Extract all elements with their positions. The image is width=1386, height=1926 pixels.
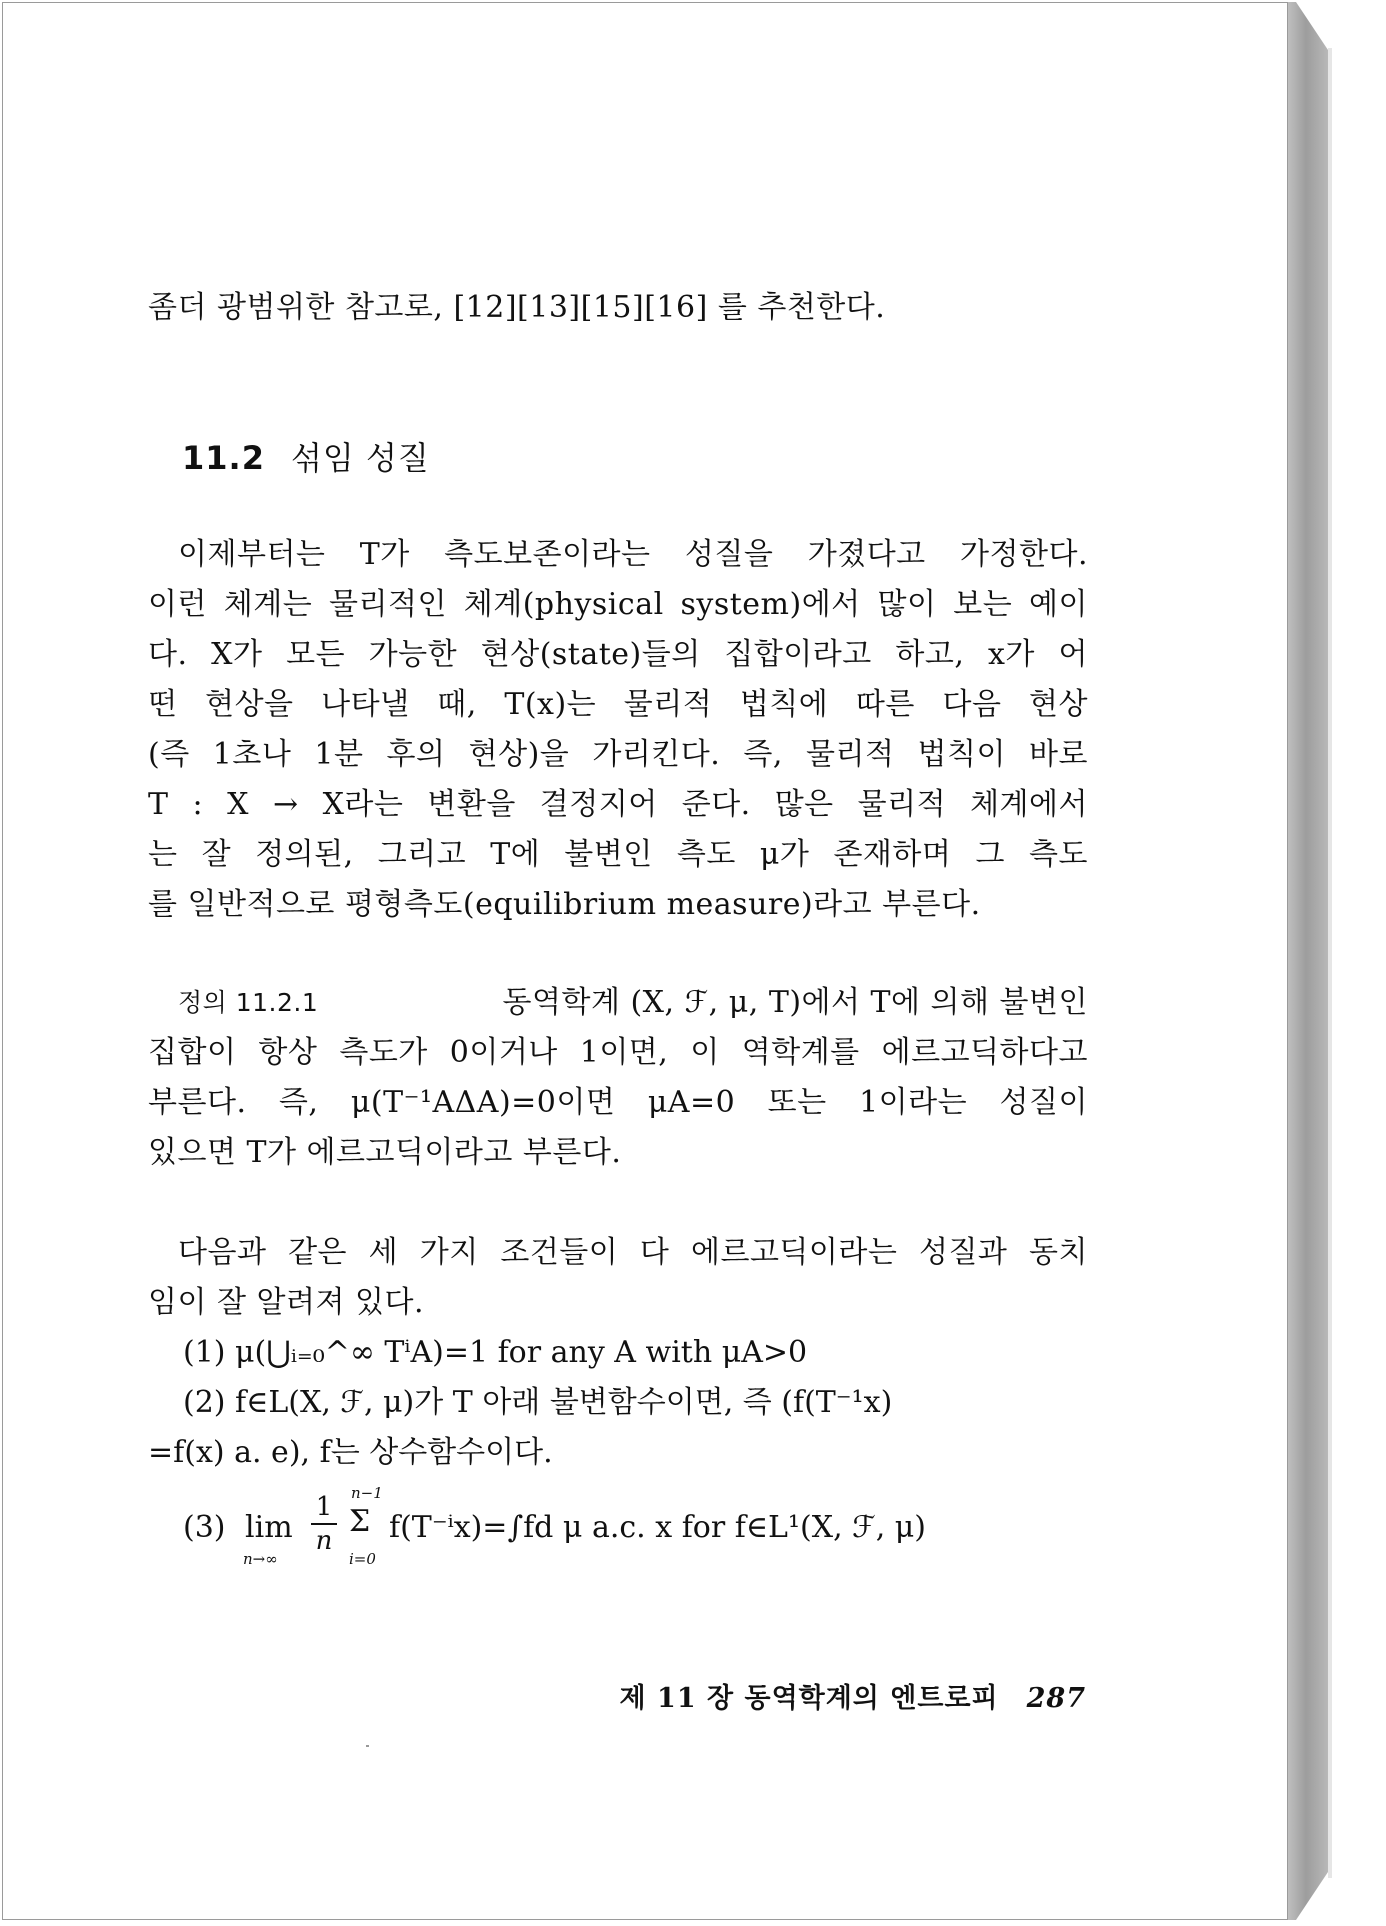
- book-spine-edge: [1328, 48, 1332, 1878]
- paragraph1-line-6: T : X → X라는 변환을 결정지어 준다. 많은 물리적 체계에서: [148, 787, 1088, 822]
- paragraph1-line-5: (즉 1초나 1분 후의 현상)을 가리킨다. 즉, 물리적 법칙이 바로: [148, 737, 1088, 772]
- paragraph1-line-7: 는 잘 정의된, 그리고 T에 불변인 측도 μ가 존재하며 그 측도: [148, 837, 1088, 872]
- page-number: 287: [1026, 1683, 1086, 1714]
- fraction-numerator: 1: [315, 1492, 333, 1522]
- limit-subscript: n→∞: [243, 1550, 278, 1568]
- definition-line-4: 있으면 T가 에르고딕이라고 부른다.: [148, 1135, 622, 1170]
- definition-line-1: [178, 985, 1088, 1021]
- scan-speck: [366, 1745, 369, 1747]
- section-number: 11.2: [182, 439, 265, 477]
- paragraph2-line-2: 임이 잘 알려져 있다.: [148, 1285, 424, 1320]
- limit-operator: lim: [245, 1510, 293, 1545]
- condition-1: (1) μ(⋃ᵢ₌₀^∞ TⁱA)=1 for any A with μA>0: [183, 1335, 808, 1370]
- reference-line: 좀더 광범위한 참고로, [12][13][15][16] 를 추천한다.: [148, 290, 886, 325]
- fraction-denominator: n: [315, 1526, 333, 1556]
- running-head: 제 11 장 동역학계의 엔트로피: [619, 1683, 999, 1714]
- definition-label: 정의 11.2.1: [178, 988, 319, 1017]
- section-heading: [182, 438, 430, 478]
- fraction-bar: [311, 1523, 337, 1525]
- section-title: 섞임 성질: [290, 439, 430, 477]
- definition-text-1: 동역학계 (X, ℱ, μ, T)에서 T에 의해 불변인: [502, 985, 1088, 1020]
- condition-3-label: (3): [183, 1510, 226, 1545]
- sum-lower-limit: i=0: [349, 1550, 376, 1568]
- condition-3-equation: [183, 1484, 1083, 1578]
- paragraph1-line-3: 다. X가 모든 가능한 현상(state)들의 집합이라고 하고, x가 어: [148, 637, 1088, 672]
- paragraph2-line-1: 다음과 같은 세 가지 조건들이 다 에르고딕이라는 성질과 동치: [178, 1235, 1088, 1270]
- definition-line-2: 집합이 항상 측도가 0이거나 1이면, 이 역학계를 에르고딕하다고: [148, 1035, 1088, 1070]
- condition-2: (2) f∈L(X, ℱ, μ)가 T 아래 불변함수이면, 즉 (f(T⁻¹x): [183, 1385, 893, 1420]
- sum-upper-limit: n−1: [351, 1484, 383, 1502]
- paragraph1-line-2: 이런 체계는 물리적인 체계(physical system)에서 많이 보는 예이: [148, 587, 1088, 622]
- paragraph1-line-8: 를 일반적으로 평형측도(equilibrium measure)라고 부른다.: [148, 887, 981, 922]
- definition-line-3: 부른다. 즉, μ(T⁻¹AΔA)=0이면 μA=0 또는 1이라는 성질이: [148, 1085, 1088, 1120]
- paragraph1-line-1: 이제부터는 T가 측도보존이라는 성질을 가졌다고 가정한다.: [178, 537, 1088, 572]
- book-spine-shadow: [1288, 2, 1328, 1920]
- page-footer: [0, 1676, 1086, 1715]
- fraction: [311, 1492, 337, 1556]
- sum-symbol: Σ: [349, 1504, 371, 1539]
- condition-3-expression: f(T⁻ⁱx)=∫fd μ a.c. x for f∈L¹(X, ℱ, μ): [389, 1510, 926, 1545]
- condition-2-continued: =f(x) a. e), f는 상수함수이다.: [148, 1435, 553, 1470]
- paragraph1-line-4: 떤 현상을 나타낼 때, T(x)는 물리적 법칙에 따른 다음 현상: [148, 687, 1088, 722]
